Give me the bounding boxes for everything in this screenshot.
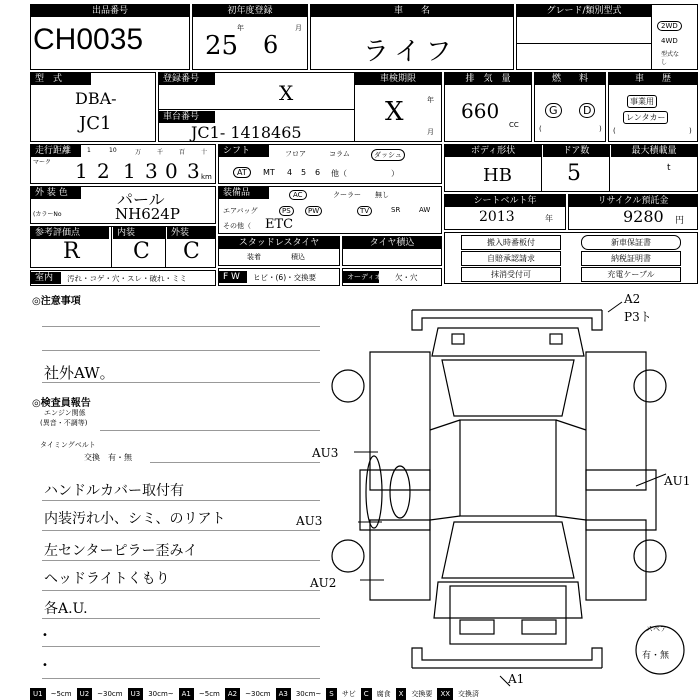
- tick-10: 10: [109, 147, 117, 154]
- equip-sr[interactable]: SR: [391, 206, 401, 214]
- lot-number-box: [30, 4, 190, 70]
- car-name: ライフ: [363, 37, 458, 67]
- fuel-g[interactable]: G: [545, 103, 562, 118]
- mileage-digit-1: 1: [75, 159, 88, 183]
- bullet-line-7: [42, 678, 320, 679]
- grades-divider-2: [165, 227, 166, 267]
- bullet-line-4: [42, 590, 320, 591]
- exterior-grade: C: [183, 239, 200, 264]
- mileage-digit-2: 2: [97, 159, 110, 183]
- tick-juu: 十: [201, 149, 208, 156]
- tire-load-box: [342, 236, 442, 266]
- fuel-label: 燃 料: [535, 73, 605, 85]
- studless-label: スタッドレスタイヤ: [219, 237, 339, 249]
- shift-column[interactable]: コラム: [329, 150, 350, 158]
- equip-pw[interactable]: PW: [305, 206, 322, 216]
- doc-deregister[interactable]: 抹消受付可: [461, 267, 561, 282]
- legend-key-xx: XX: [437, 688, 453, 700]
- equip-cooler[interactable]: クーラー: [333, 191, 361, 199]
- spare-label: スペア: [646, 625, 667, 633]
- capacity-label: 最大積載量: [611, 145, 697, 157]
- drive-2wd[interactable]: 2WD: [657, 21, 682, 31]
- legend-val-a3: 30cm~: [295, 690, 322, 698]
- legend-key-x: X: [396, 688, 407, 700]
- chassis-label: 車台番号: [159, 111, 215, 123]
- mileage-unit: km: [201, 173, 212, 181]
- inspection-box: [354, 72, 442, 142]
- legend-key-u2: U2: [77, 688, 93, 700]
- bullet-line-2: [42, 530, 320, 531]
- lot-number: CH0035: [33, 23, 144, 56]
- history-label: 車 歴: [609, 73, 697, 85]
- fw-label: F W: [219, 271, 247, 283]
- mileage-digit-6: 3: [187, 159, 200, 183]
- inspector-bullet-5: 各A.U.: [44, 601, 88, 617]
- equip-airbag-label: エアバッグ: [223, 207, 258, 215]
- history-rental[interactable]: レンタカー: [623, 111, 668, 124]
- interior-cond-text: 汚れ・コゲ・穴・スレ・破れ・ミミ: [67, 274, 187, 283]
- shift-5[interactable]: 5: [301, 168, 307, 177]
- note-line-1: [42, 326, 320, 327]
- studless-box: [218, 236, 340, 266]
- fuel-box: [534, 72, 606, 142]
- model-line1: DBA-: [75, 89, 117, 108]
- inspector-title: ◎検査員報告: [32, 398, 91, 409]
- seatbelt-box: [444, 194, 566, 230]
- grade-divider: [651, 5, 652, 69]
- spare-options[interactable]: 有・無: [642, 651, 670, 661]
- shift-4[interactable]: 4: [287, 168, 293, 177]
- exterior-grade-label: 外装: [167, 227, 215, 239]
- legend-val-u2: ~30cm: [97, 690, 123, 698]
- equip-ps[interactable]: PS: [279, 206, 294, 216]
- audio-label: オーディオ: [343, 271, 379, 283]
- mileage-box: [30, 144, 216, 184]
- shift-label: シフト: [219, 145, 269, 157]
- inspection-label: 車検期限: [355, 73, 441, 85]
- timing-text: 交換 有・無: [84, 453, 132, 462]
- fuel-d[interactable]: D: [579, 103, 595, 118]
- legend-val-x: 交換要: [411, 690, 433, 698]
- seatbelt-year: 2013: [479, 209, 515, 225]
- bullet-line-6: [42, 646, 320, 647]
- legend-key-a2: A2: [225, 688, 240, 700]
- shift-mt[interactable]: MT: [263, 168, 275, 177]
- note-text-1: 社外AW。: [44, 364, 115, 382]
- timing-label: タイミングベルト: [40, 441, 96, 449]
- diag-au2: AU2: [310, 576, 337, 590]
- model-line2: JC1: [79, 113, 112, 134]
- legend-key-s: S: [326, 688, 336, 700]
- color-code: NH624P: [115, 205, 180, 223]
- doc-plate[interactable]: 搬入時番板付: [461, 235, 561, 250]
- doc-insurance[interactable]: 自賠承認請求: [461, 251, 561, 266]
- bullet-dot-6: •: [42, 630, 48, 641]
- reg-number: X: [279, 81, 294, 105]
- bullet-line-3: [42, 560, 320, 561]
- inspector-bullet-1: ハンドルカバー取付有: [44, 483, 184, 499]
- diag-p3: P3ト: [624, 310, 652, 324]
- legend-key-u3: U3: [128, 688, 144, 700]
- drive-4wd[interactable]: 4WD: [661, 37, 678, 45]
- car-name-box: [310, 4, 514, 70]
- overall-grade-label: 参考評価点: [31, 227, 109, 239]
- diag-au3-a: AU3: [312, 446, 339, 460]
- equipment-box: [218, 186, 442, 234]
- tick-sen: 千: [157, 149, 164, 156]
- reg-number-label: 登録番号: [159, 73, 215, 85]
- first-registration-box: [192, 4, 308, 70]
- mileage-digit-5: 0: [165, 159, 178, 183]
- fw-box: [218, 268, 340, 286]
- legend-key-a1: A1: [179, 688, 194, 700]
- recycle-unit: 円: [675, 216, 685, 226]
- displacement-unit: CC: [509, 121, 519, 129]
- interior-grade: C: [133, 239, 150, 264]
- car-outline: [332, 310, 684, 674]
- recycle-value: 9280: [623, 207, 664, 226]
- color-code-label: (カラーNo: [33, 211, 62, 218]
- mileage-mark-label: マーク: [33, 159, 52, 166]
- interior-grade-label: 内装: [113, 227, 165, 239]
- mileage-digit-3: 1: [123, 159, 136, 183]
- model-label: 型 式: [31, 73, 91, 85]
- bullet-dot-7: •: [42, 660, 48, 671]
- interior-cond-box: [30, 270, 216, 286]
- car-name-label: 車 名: [311, 5, 513, 17]
- doc-charger[interactable]: 充電ケーブル: [581, 267, 681, 282]
- fuel-paren-close: ): [599, 125, 602, 133]
- legend-val-u3: 30cm~: [148, 690, 174, 698]
- body-doors-divider-1: [541, 145, 542, 191]
- lot-number-label: 出品番号: [31, 5, 189, 17]
- tick-hyaku: 百: [179, 149, 186, 156]
- body-type-label: ボディ形状: [445, 145, 541, 157]
- studless-mounted[interactable]: 装着: [247, 253, 261, 261]
- shift-dash[interactable]: ダッシュ: [371, 149, 405, 161]
- notes-title: ◎注意事項: [32, 296, 81, 307]
- equip-other-label: その他（: [223, 222, 251, 230]
- inspection-month-mark: 月: [427, 128, 434, 136]
- equip-none[interactable]: 無し: [375, 191, 389, 199]
- doors-label: ドア数: [543, 145, 609, 157]
- equip-tv[interactable]: TV: [357, 206, 372, 216]
- history-business[interactable]: 事業用: [627, 95, 657, 108]
- legend-bar: [30, 688, 700, 700]
- inspector-bullet-4: ヘッドライトくもり: [44, 571, 170, 587]
- legend-val-u1: ~5cm: [50, 690, 72, 698]
- recycle-box: [568, 194, 698, 230]
- history-paren-close: ): [689, 127, 692, 135]
- inspector-bullet-3: 左センターピラー歪みイ: [44, 543, 198, 559]
- equip-ac[interactable]: AC: [289, 190, 307, 200]
- first-reg-year: 25: [205, 31, 239, 61]
- diag-a1: A1: [508, 672, 525, 686]
- history-box: [608, 72, 698, 142]
- mileage-label: 走行距離: [31, 145, 81, 157]
- audio-text: 欠・穴: [395, 273, 418, 282]
- fuel-paren-open: (: [539, 125, 542, 133]
- color-label: 外 装 色: [31, 187, 81, 199]
- fw-text: ヒビ・(6)・交換要: [253, 273, 317, 282]
- first-reg-month: 6: [263, 31, 279, 59]
- month-mark: 月: [295, 24, 302, 32]
- interior-cond-label: 室内: [31, 272, 61, 284]
- shift-floor[interactable]: フロア: [285, 150, 306, 158]
- grades-box: [30, 226, 216, 268]
- studless-loaded[interactable]: 積込: [291, 253, 305, 261]
- tire-load-label: タイヤ積込: [343, 237, 441, 249]
- inspector-bullet-2: 内装汚れ小、シミ、のリアト: [44, 511, 226, 527]
- seatbelt-year-mark: 年: [545, 214, 553, 223]
- shift-box: [218, 144, 442, 184]
- chassis-number: JC1- 1418465: [191, 123, 302, 142]
- body-doors-divider-2: [609, 145, 610, 191]
- audio-box: [342, 268, 442, 286]
- mileage-digit-4: 3: [145, 159, 158, 183]
- equipment-label: 装備品: [219, 187, 269, 199]
- engine-sub: (異音・不調等): [40, 419, 88, 427]
- engine-line: [100, 430, 320, 431]
- bullet-line-1: [42, 500, 320, 501]
- grade-mid-line: [517, 43, 651, 44]
- diag-au3-b: AU3: [296, 514, 323, 528]
- legend-key-u1: U1: [30, 688, 46, 700]
- history-paren-open: (: [613, 127, 616, 135]
- overall-grade: R: [63, 239, 80, 264]
- capacity-unit: t: [667, 163, 671, 173]
- tick-man: 万: [135, 149, 142, 156]
- color-name: パール: [117, 190, 165, 209]
- legend-val-a2: ~30cm: [245, 690, 271, 698]
- note-line-2: [42, 350, 320, 351]
- engine-label: エンジン関係: [44, 409, 86, 417]
- legend-val-s: サビ: [341, 690, 356, 698]
- grade-label: グレード/類別型式: [517, 5, 651, 17]
- bullet-line-5: [42, 618, 320, 619]
- car-diagram: [330, 290, 700, 688]
- diag-au1: AU1: [664, 474, 691, 488]
- doc-tax[interactable]: 納税証明書: [581, 251, 681, 266]
- displacement-value: 660: [461, 99, 500, 123]
- grade-box: [516, 4, 698, 70]
- equip-other-value: ETC: [265, 217, 294, 232]
- legend-val-xx: 交換済: [458, 690, 480, 698]
- displacement-label: 排 気 量: [445, 73, 531, 85]
- grades-divider-1: [111, 227, 112, 267]
- equip-aw[interactable]: AW: [419, 206, 431, 214]
- color-box: [30, 186, 216, 224]
- first-registration-label: 初年度登録: [193, 5, 307, 17]
- doc-warranty[interactable]: 新車保証書: [581, 235, 681, 250]
- inspection-value: X: [385, 97, 404, 127]
- timing-line: [150, 462, 320, 463]
- displacement-box: [444, 72, 532, 142]
- legend-val-a1: ~5cm: [198, 690, 220, 698]
- seatbelt-label: シートベルト年: [445, 195, 565, 207]
- model-box: [30, 72, 156, 142]
- diag-a2: A2: [624, 292, 641, 306]
- year-mark: 年: [237, 24, 244, 32]
- inspection-year-mark: 年: [427, 96, 434, 104]
- shift-other[interactable]: 他（: [331, 169, 347, 178]
- recycle-label: リサイクル預託金: [569, 195, 697, 207]
- body-type-value: HB: [483, 165, 512, 186]
- shift-other-close: ）: [391, 169, 399, 178]
- drive-unknown[interactable]: 型式なし: [661, 51, 680, 66]
- shift-6[interactable]: 6: [315, 168, 321, 177]
- body-doors-box: [444, 144, 698, 192]
- legend-key-c: C: [361, 688, 372, 700]
- shift-at[interactable]: AT: [233, 167, 251, 178]
- doors-value: 5: [567, 161, 581, 186]
- tick-1: 1: [87, 147, 91, 154]
- docs-box: [444, 232, 698, 284]
- legend-val-c: 腐食: [376, 690, 391, 698]
- legend-key-a3: A3: [276, 688, 291, 700]
